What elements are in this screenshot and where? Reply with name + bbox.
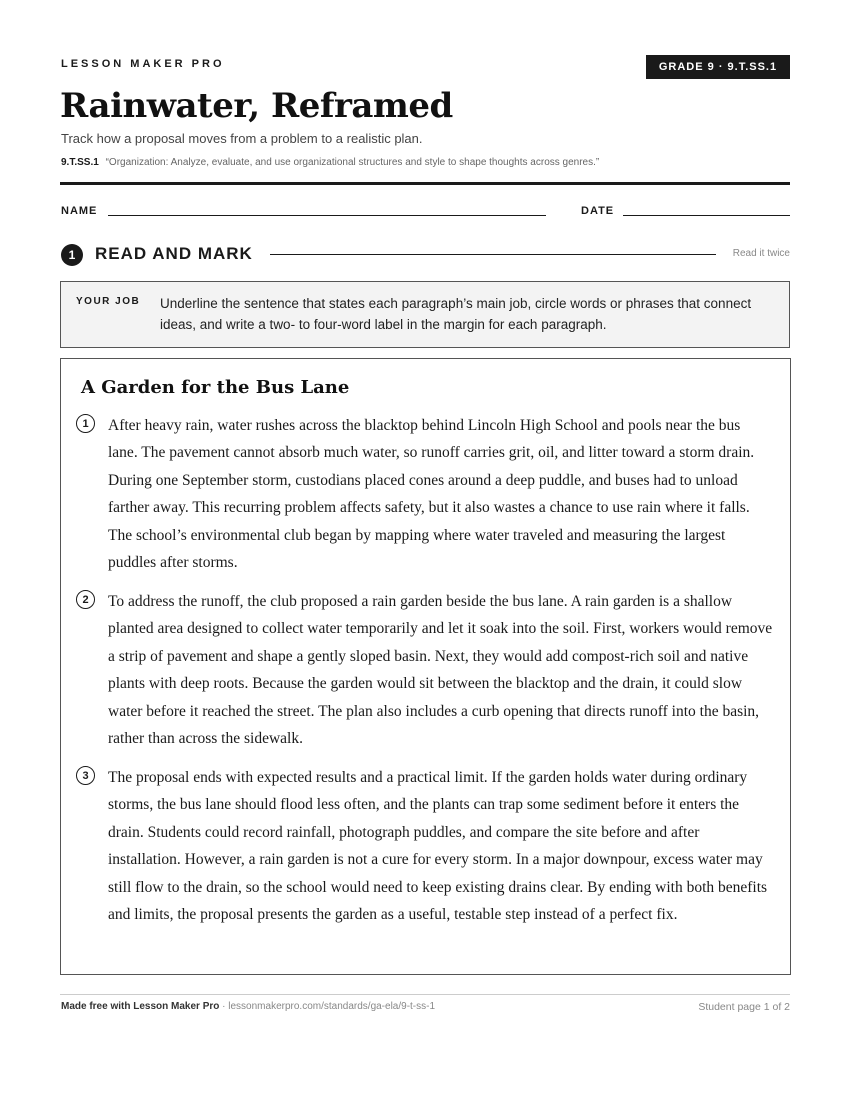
- footer-divider: [60, 994, 790, 995]
- footer-credit: [61, 1001, 435, 1012]
- footer-made-with: Made free with Lesson Maker Pro: [61, 1001, 220, 1012]
- footer-url[interactable]: · lessonmakerpro.com/standards/ga-ela/9-t-ss-1: [219, 1001, 436, 1012]
- paragraph: After heavy rain, water rushes across the blacktop behind Lincoln High School and pools near the bus lane. The pavement cannot absorb much water, so runoff carries grit, oil, and litter toward a storm drain. During one September storm, custodians placed cones around a deep puddle, and buses had to unload farther away. This recurring problem affects safety, but it also wastes a chance to use rain where it falls. The school’s environmental club began by mapping where water traveled and measuring the largest puddles after storms.: [108, 417, 755, 572]
- standard-text: “Organization: Analyze, evaluate, and use organizational structures and style to shape thoughts across genres.”: [105, 157, 600, 168]
- section-number-badge: 1: [61, 244, 83, 266]
- paragraph: To address the runoff, the club proposed a rain garden beside the bus lane. A rain garden is a shallow planted area designed to collect water temporarily and let it soak into the soil. First, workers would remove a strip of pavement and shape a gently sloped basin. Next, they would add compost-rich soil and native plants with deep roots. Because the garden would sit between the blacktop and the drain, it could slow water before it reached the street. The plan also includes a curb opening that directs runoff into the basin, rather than across the sidewalk.: [108, 593, 773, 748]
- instructions-text: Underline the sentence that states each paragraph’s main job, circle words or phrases that connect ideas, and write a two- to four-word label in the margin for each paragraph.: [160, 296, 752, 332]
- instructions-label: YOUR JOB: [76, 296, 141, 307]
- footer-page-number: Student page 1 of 2: [698, 1001, 790, 1013]
- standard-line: [61, 157, 599, 168]
- paragraph-number: 3: [76, 766, 95, 785]
- brand-name: LESSON MAKER PRO: [61, 58, 225, 70]
- page-title: Rainwater, Reframed: [60, 86, 453, 126]
- reading-passage: [60, 358, 791, 975]
- section-note: Read it twice: [732, 248, 790, 259]
- date-label: DATE: [581, 205, 615, 217]
- standard-code: 9.T.SS.1: [61, 157, 99, 168]
- paragraph-number: 1: [76, 414, 95, 433]
- page-subtitle: Track how a proposal moves from a problem to a realistic plan.: [61, 131, 423, 146]
- header-divider: [60, 182, 790, 185]
- name-field[interactable]: [108, 215, 546, 216]
- passage-title: A Garden for the Bus Lane: [81, 377, 350, 398]
- instructions-box: [60, 281, 790, 348]
- name-label: NAME: [61, 205, 98, 217]
- section-title: READ AND MARK: [95, 244, 253, 263]
- section-divider: [270, 254, 716, 255]
- paragraph-number: 2: [76, 590, 95, 609]
- date-field[interactable]: [623, 215, 790, 216]
- paragraph: The proposal ends with expected results and a practical limit. If the garden holds water during ordinary storms, the bus lane should flood less often, and the plants can trap some sediment before it enters the drain. Students could record rainfall, photograph puddles, and compare the site before and after installation. However, a rain garden is not a cure for every storm. In a major downpour, excess water may still flow to the drain, so the school would need to keep existing drains clear. By ending with both benefits and limits, the proposal presents the garden as a useful, testable step instead of a perfect fix.: [108, 769, 768, 924]
- grade-badge: GRADE 9 · 9.T.SS.1: [646, 55, 790, 79]
